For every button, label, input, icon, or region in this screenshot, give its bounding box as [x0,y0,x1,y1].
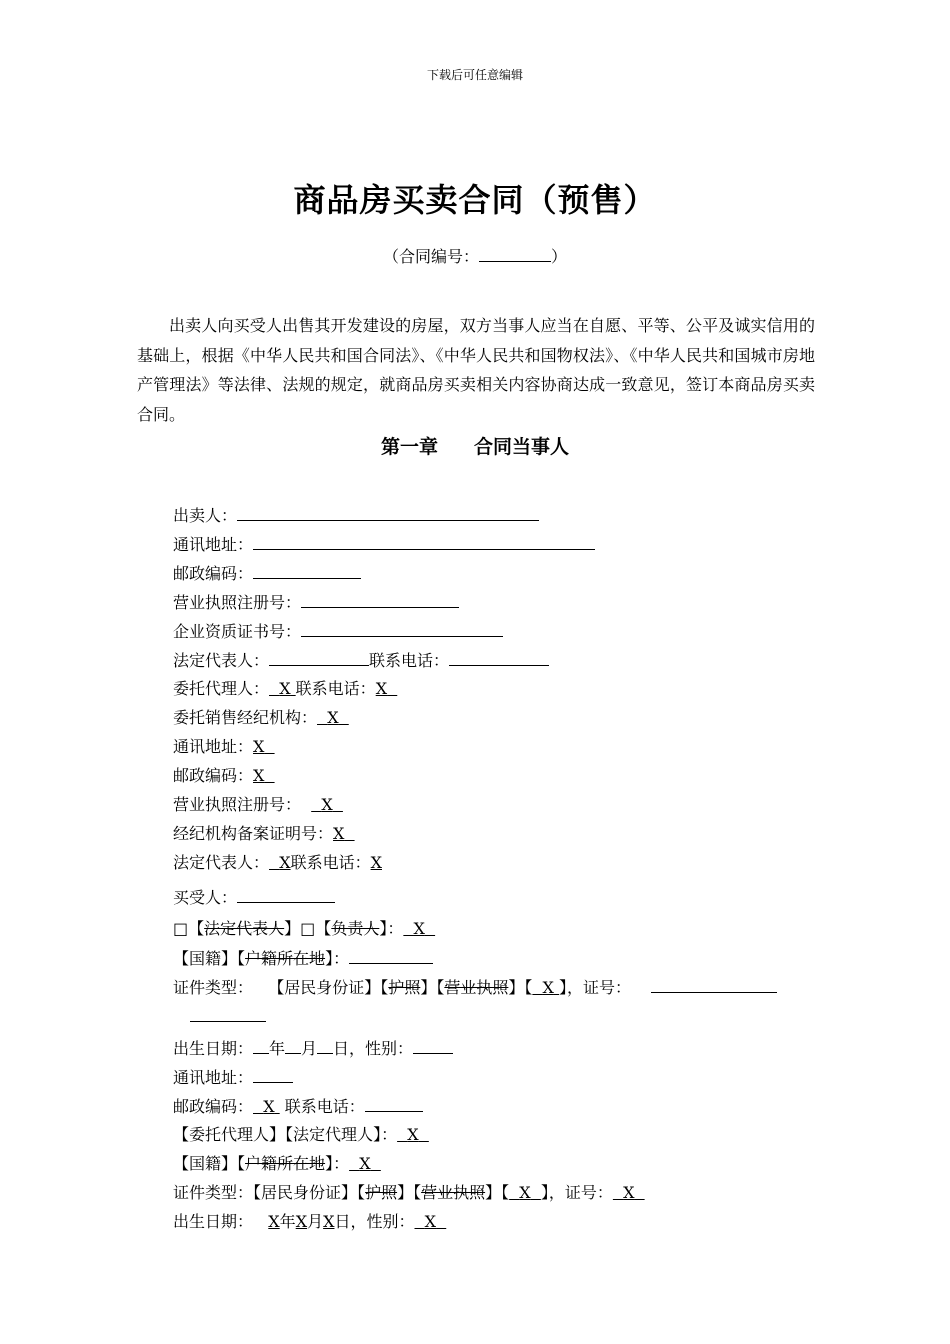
seller-agent-line [173,678,397,700]
agency-address-value[interactable]: X [253,737,265,756]
buyer-id-type-line: 证件类型： 【居民身份证】【护照】【营业执照】【 X 】，证号： [173,976,777,998]
agency-phone-label: 联系电话： [290,853,371,872]
passport-option: 护照 [388,978,421,997]
buyer-rep-value[interactable]: X [413,919,425,938]
seller-legal-rep-label: 法定代表人： [173,651,270,670]
seller-license-line [173,591,459,613]
agency-postcode-label: 邮政编码： [173,766,254,785]
agency-legal-rep-line [173,852,382,874]
agency-legal-rep-label: 法定代表人： [173,853,270,872]
agent-nationality-value[interactable]: X [359,1154,371,1173]
seller-legal-rep-line [173,649,549,671]
agent-day-gender-label: 日，性别： [334,1212,415,1231]
seller-name-line [173,504,539,526]
seller-address-field[interactable] [253,533,595,550]
seller-agency-value[interactable]: X [327,708,339,727]
seller-license-field[interactable] [301,591,459,608]
seller-agency-label: 委托销售经纪机构： [173,708,318,727]
buyer-phone-label: 联系电话： [284,1097,365,1116]
seller-qualification-field[interactable] [301,620,503,637]
agency-phone-value[interactable]: X [370,853,382,872]
seller-postcode-label: 邮政编码： [173,564,254,583]
buyer-name-field[interactable] [237,886,335,903]
buyer-nationality-line: 【国籍】【户籍所在地】： [173,947,433,969]
responsible-checkbox[interactable]: □ [300,919,316,938]
agent-option: 委托代理人 [189,1125,270,1144]
day-gender-label: 日，性别： [333,1039,414,1058]
seller-license-label: 营业执照注册号： [173,593,302,612]
buyer-birth-line [173,1037,453,1059]
birth-month-field[interactable] [285,1037,301,1054]
seller-postcode-line [173,562,361,584]
buyer-postcode-label: 邮政编码： [173,1097,254,1116]
buyer-postcode-value[interactable]: X [263,1097,275,1116]
buyer-id-no-field-continued[interactable] [190,1005,266,1022]
legal-rep-checkbox[interactable]: □ [173,919,189,938]
agent-id-type-line: 证件类型：【居民身份证】【护照】【营业执照】【 X 】，证号： X [173,1182,645,1204]
year-label: 年 [269,1039,286,1058]
agency-legal-rep-value[interactable]: X [279,853,291,872]
seller-name-field[interactable] [237,504,539,521]
agency-record-value[interactable]: X [333,824,345,843]
buyer-nationality-field[interactable] [349,947,433,964]
agent-id-type-label: 证件类型： [173,1183,254,1202]
chapter-name: 合同当事人 [474,436,570,458]
agent-birth-month[interactable]: X [295,1212,308,1231]
contract-number-blank[interactable] [479,247,551,262]
seller-phone-field[interactable] [449,649,549,666]
buyer-agent-line: 【委托代理人】【法定代理人】： X [173,1124,429,1146]
birth-year-field[interactable] [253,1037,269,1054]
seller-legal-rep-field[interactable] [269,649,369,666]
contract-number [0,244,950,267]
seller-phone-label: 联系电话： [369,651,450,670]
document-title: 商品房买卖合同（预售） [293,181,657,219]
birth-day-field[interactable] [317,1037,333,1054]
seller-postcode-field[interactable] [253,562,361,579]
household-option: 户籍所在地 [245,949,326,968]
seller-agent-value[interactable]: X [279,679,291,698]
seller-qualification-line [173,620,503,642]
agency-record-line [173,823,355,845]
agency-postcode-value[interactable]: X [253,766,265,785]
buyer-id-type-label: 证件类型： [173,978,254,997]
chapter-number: 第一章 [380,436,438,458]
seller-address-line [173,533,595,555]
contract-number-prefix: （合同编号： [382,247,479,266]
responsible-option: 负责人 [331,919,380,938]
buyer-rep-line: □【法定代表人】□【负责人】： X [173,918,435,940]
agent-birth-label: 出生日期： [173,1212,254,1231]
agent-month-label: 月 [307,1212,324,1231]
nationality-colon: ： [333,949,350,968]
buyer-name-label: 买受人： [173,888,238,907]
buyer-id-no-label: ，证号： [567,978,632,997]
buyer-address-field[interactable] [253,1066,293,1083]
seller-qualification-label: 企业资质证书号： [173,622,302,641]
agent-birth-line [173,1211,446,1233]
agent-id-card-option: 居民身份证 [261,1183,342,1202]
agent-business-license-option: 营业执照 [421,1183,486,1202]
buyer-agent-value[interactable]: X [407,1125,419,1144]
seller-agent-phone-label: 联系电话： [295,679,376,698]
buyer-address-line [173,1066,293,1088]
legal-rep-option: 法定代表人 [204,919,285,938]
buyer-id-no-continuation [190,1005,266,1027]
agent-household-option: 户籍所在地 [245,1154,326,1173]
legal-agent-option: 法定代理人 [293,1125,374,1144]
other-id-option[interactable]: X [542,978,554,997]
intro-paragraph [137,311,815,429]
agent-nationality-option: 国籍 [189,1154,222,1173]
chapter-heading [0,432,950,459]
agency-license-line [173,794,343,816]
intro-text: 出卖人向买受人出售其开发建设的房屋，双方当事人应当在自愿、平等、公平及诚实信用的基础上，根据《中华人民共和国合同法》、《中华人民共和国物权法》、《中华人民共和国城市房地产管理法》等法律、法规的规定，就商品房买卖相关内容协商达成一致意见，签订本商品房买卖合同。 [137,316,815,424]
gender-field[interactable] [413,1037,453,1054]
agency-license-value[interactable]: X [321,795,333,814]
buyer-postcode-line [173,1095,423,1117]
seller-agent-label: 委托代理人： [173,679,270,698]
agent-gender-value[interactable]: X [424,1212,437,1231]
seller-name-label: 出卖人： [173,506,238,525]
buyer-name-line [173,886,335,908]
nationality-option: 国籍 [189,949,222,968]
agency-postcode-line [173,765,275,787]
buyer-birth-label: 出生日期： [173,1039,254,1058]
buyer-id-no-field[interactable] [651,976,777,993]
agent-birth-year[interactable]: X [268,1212,280,1231]
buyer-phone-field[interactable] [365,1095,423,1112]
month-label: 月 [301,1039,318,1058]
seller-agency-line [173,707,349,729]
rep-colon: ： [387,919,404,938]
id-card-option: 居民身份证 [284,978,365,997]
contract-number-suffix: ） [551,247,568,266]
agent-nationality-colon: ： [333,1154,350,1173]
agent-id-no-label: ，证号： [548,1183,613,1202]
agency-record-label: 经纪机构备案证明号： [173,824,334,843]
agent-year-label: 年 [279,1212,296,1231]
seller-address-label: 通讯地址： [173,535,254,554]
agent-birth-day[interactable]: X [323,1212,335,1231]
agency-license-label: 营业执照注册号： [173,795,302,814]
agent-nationality-line: 【国籍】【户籍所在地】： X [173,1153,381,1175]
agent-colon: ： [381,1125,398,1144]
buyer-address-label: 通讯地址： [173,1068,254,1087]
agent-other-id-option[interactable]: X [519,1183,531,1202]
business-license-option: 营业执照 [444,978,509,997]
agency-address-line [173,736,275,758]
agent-id-no-value[interactable]: X [623,1183,635,1202]
header-note: 下载后可任意编辑 [426,68,523,82]
agent-passport-option: 护照 [365,1183,398,1202]
seller-agent-phone-value[interactable]: X [375,679,388,698]
agency-address-label: 通讯地址： [173,737,254,756]
